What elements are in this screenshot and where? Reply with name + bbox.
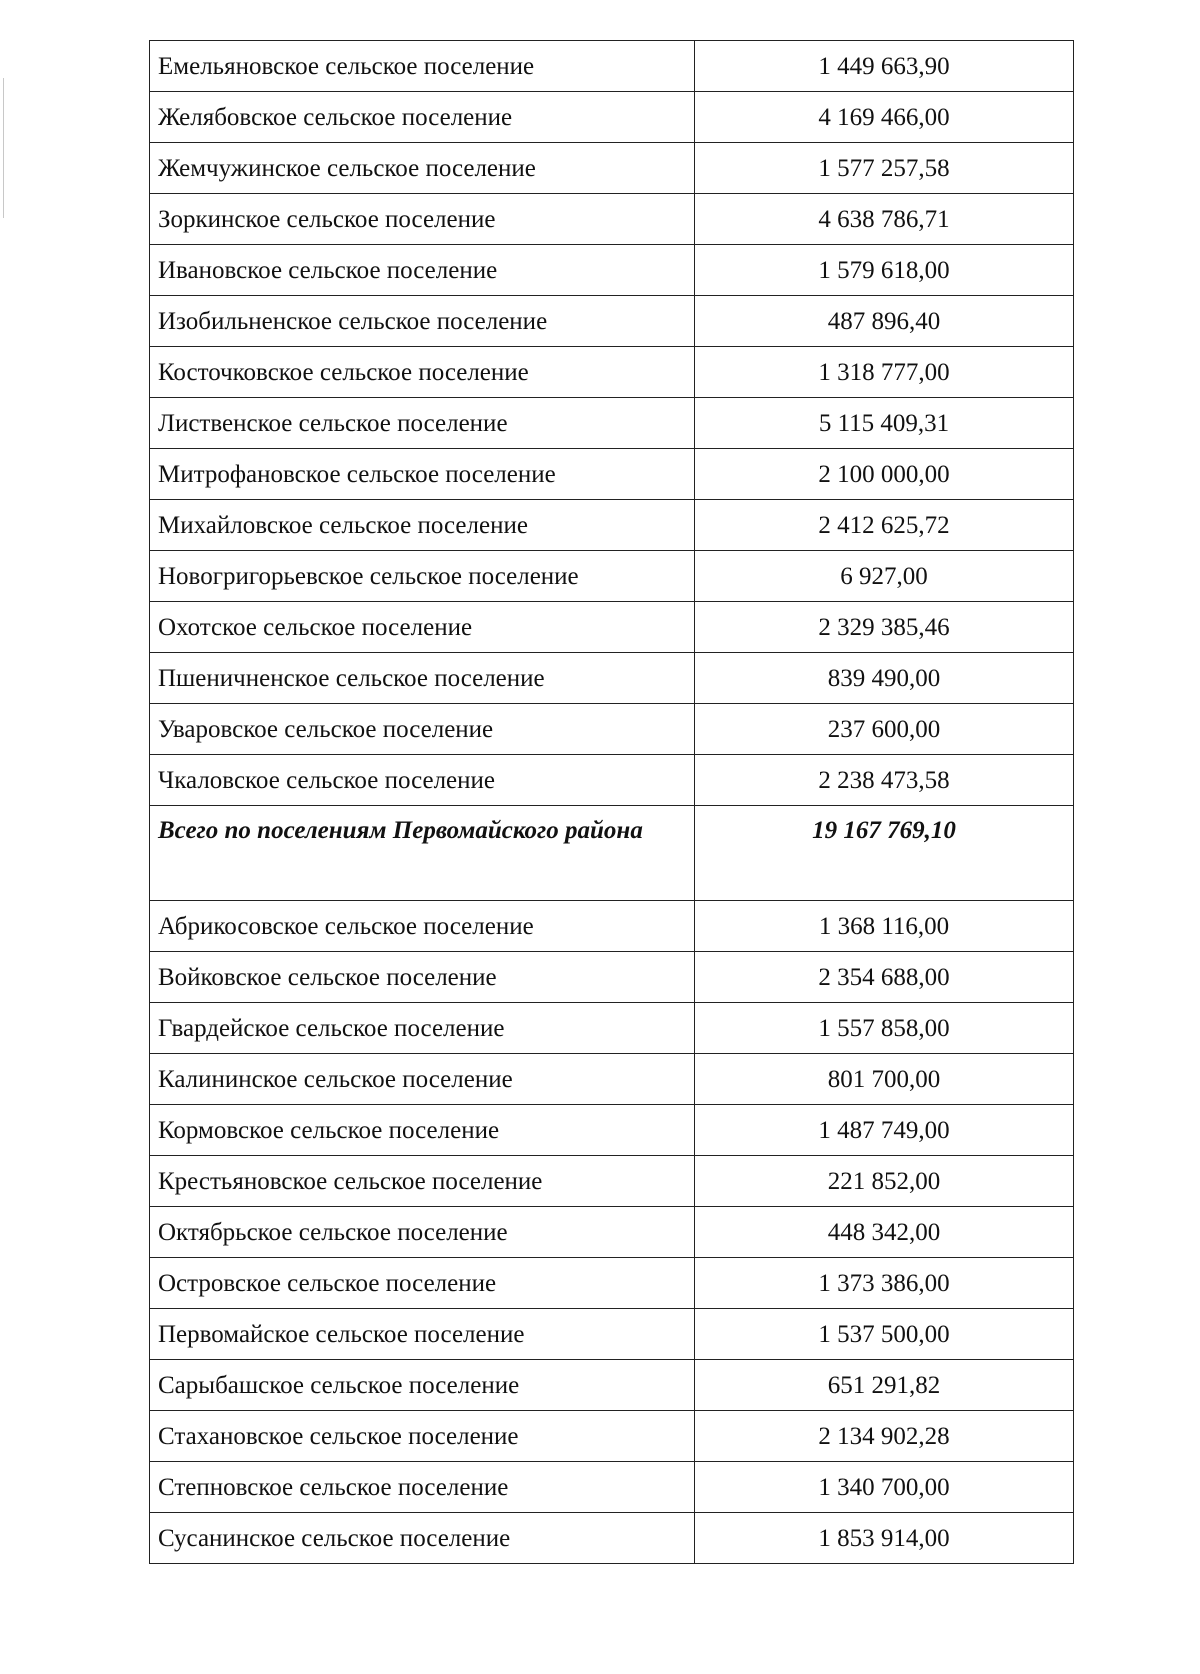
settlement-name-cell: Желябовское сельское поселение xyxy=(150,92,695,143)
amount-cell: 2 354 688,00 xyxy=(695,952,1074,1003)
table-row xyxy=(150,901,1074,952)
amount-cell: 1 577 257,58 xyxy=(695,143,1074,194)
table-row xyxy=(150,296,1074,347)
amount-cell: 1 487 749,00 xyxy=(695,1105,1074,1156)
table-row xyxy=(150,952,1074,1003)
table-row xyxy=(150,1105,1074,1156)
amount-cell: 1 318 777,00 xyxy=(695,347,1074,398)
settlement-name-cell: Калининское сельское поселение xyxy=(150,1054,695,1105)
settlement-name-cell: Жемчужинское сельское поселение xyxy=(150,143,695,194)
table-row xyxy=(150,41,1074,92)
district-total-row xyxy=(150,806,1074,901)
settlement-name-cell: Стахановское сельское поселение xyxy=(150,1411,695,1462)
table-row xyxy=(150,245,1074,296)
table-row xyxy=(150,653,1074,704)
table-row xyxy=(150,755,1074,806)
amount-cell: 4 638 786,71 xyxy=(695,194,1074,245)
table-row xyxy=(150,602,1074,653)
district-total-label: Всего по поселениям Первомайского района xyxy=(150,806,695,901)
table-row xyxy=(150,1462,1074,1513)
table-row xyxy=(150,449,1074,500)
amount-cell: 221 852,00 xyxy=(695,1156,1074,1207)
settlement-name-cell: Степновское сельское поселение xyxy=(150,1462,695,1513)
settlement-name-cell: Сарыбашское сельское поселение xyxy=(150,1360,695,1411)
table-row xyxy=(150,551,1074,602)
settlement-name-cell: Емельяновское сельское поселение xyxy=(150,41,695,92)
table-row xyxy=(150,1513,1074,1564)
settlement-name-cell: Зоркинское сельское поселение xyxy=(150,194,695,245)
table-row xyxy=(150,1258,1074,1309)
amount-cell: 2 412 625,72 xyxy=(695,500,1074,551)
settlement-name-cell: Михайловское сельское поселение xyxy=(150,500,695,551)
settlement-name-cell: Гвардейское сельское поселение xyxy=(150,1003,695,1054)
table-row xyxy=(150,347,1074,398)
amount-cell: 1 368 116,00 xyxy=(695,901,1074,952)
settlement-name-cell: Крестьяновское сельское поселение xyxy=(150,1156,695,1207)
settlement-name-cell: Косточковское сельское поселение xyxy=(150,347,695,398)
settlement-funds-table xyxy=(149,40,1074,1564)
amount-cell: 1 853 914,00 xyxy=(695,1513,1074,1564)
amount-cell: 1 557 858,00 xyxy=(695,1003,1074,1054)
settlement-name-cell: Войковское сельское поселение xyxy=(150,952,695,1003)
amount-cell: 2 329 385,46 xyxy=(695,602,1074,653)
settlement-name-cell: Охотское сельское поселение xyxy=(150,602,695,653)
table-row xyxy=(150,143,1074,194)
amount-cell: 651 291,82 xyxy=(695,1360,1074,1411)
amount-cell: 1 373 386,00 xyxy=(695,1258,1074,1309)
table-row xyxy=(150,704,1074,755)
settlement-name-cell: Кормовское сельское поселение xyxy=(150,1105,695,1156)
scan-artifact xyxy=(3,78,4,218)
amount-cell: 1 537 500,00 xyxy=(695,1309,1074,1360)
table-row xyxy=(150,194,1074,245)
table-row xyxy=(150,1054,1074,1105)
amount-cell: 2 134 902,28 xyxy=(695,1411,1074,1462)
amount-cell: 839 490,00 xyxy=(695,653,1074,704)
settlement-name-cell: Ивановское сельское поселение xyxy=(150,245,695,296)
table-row xyxy=(150,1156,1074,1207)
settlement-name-cell: Сусанинское сельское поселение xyxy=(150,1513,695,1564)
amount-cell: 1 449 663,90 xyxy=(695,41,1074,92)
settlement-name-cell: Островское сельское поселение xyxy=(150,1258,695,1309)
settlement-name-cell: Уваровское сельское поселение xyxy=(150,704,695,755)
table-row xyxy=(150,92,1074,143)
amount-cell: 237 600,00 xyxy=(695,704,1074,755)
table-body xyxy=(150,41,1074,1564)
amount-cell: 448 342,00 xyxy=(695,1207,1074,1258)
table-row xyxy=(150,1207,1074,1258)
settlement-name-cell: Новогригорьевское сельское поселение xyxy=(150,551,695,602)
table-row xyxy=(150,398,1074,449)
table-row xyxy=(150,1411,1074,1462)
table-row xyxy=(150,500,1074,551)
amount-cell: 1 579 618,00 xyxy=(695,245,1074,296)
amount-cell: 1 340 700,00 xyxy=(695,1462,1074,1513)
amount-cell: 2 100 000,00 xyxy=(695,449,1074,500)
table-row xyxy=(150,1003,1074,1054)
amount-cell: 2 238 473,58 xyxy=(695,755,1074,806)
settlement-name-cell: Лиственское сельское поселение xyxy=(150,398,695,449)
district-total-amount: 19 167 769,10 xyxy=(695,806,1074,901)
settlement-name-cell: Абрикосовское сельское поселение xyxy=(150,901,695,952)
amount-cell: 801 700,00 xyxy=(695,1054,1074,1105)
settlement-name-cell: Октябрьское сельское поселение xyxy=(150,1207,695,1258)
amount-cell: 5 115 409,31 xyxy=(695,398,1074,449)
amount-cell: 487 896,40 xyxy=(695,296,1074,347)
settlement-name-cell: Чкаловское сельское поселение xyxy=(150,755,695,806)
amount-cell: 4 169 466,00 xyxy=(695,92,1074,143)
settlement-name-cell: Изобильненское сельское поселение xyxy=(150,296,695,347)
settlement-name-cell: Пшеничненское сельское поселение xyxy=(150,653,695,704)
settlement-name-cell: Первомайское сельское поселение xyxy=(150,1309,695,1360)
settlement-name-cell: Митрофановское сельское поселение xyxy=(150,449,695,500)
amount-cell: 6 927,00 xyxy=(695,551,1074,602)
table-row xyxy=(150,1309,1074,1360)
table-row xyxy=(150,1360,1074,1411)
